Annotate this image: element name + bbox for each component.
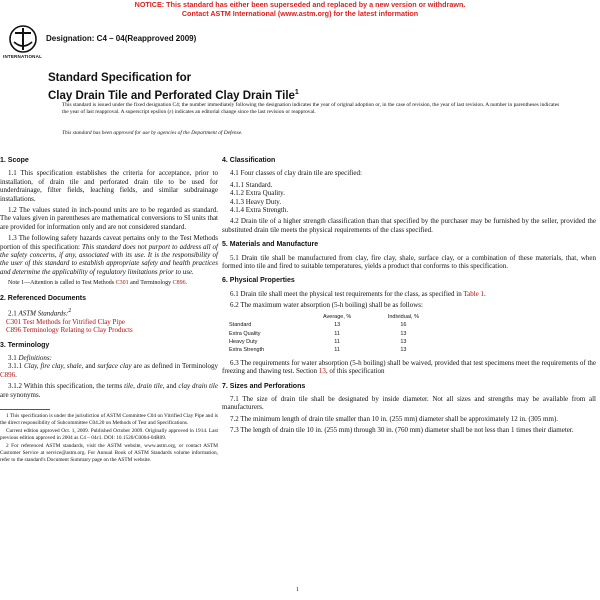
designation: Designation: C4 – 04(Reapproved 2009) bbox=[46, 34, 197, 43]
link-section-13[interactable]: 13 bbox=[318, 367, 326, 376]
t2: tile, drain tile, bbox=[124, 382, 165, 391]
para-6-3 bbox=[222, 359, 596, 376]
section-heading-sizes: 7. Sizes and Perforations bbox=[222, 382, 306, 390]
table-header bbox=[228, 313, 306, 321]
para-2-1-label: ASTM Standards: bbox=[18, 309, 69, 318]
para-2-1-num: 2.1 bbox=[8, 309, 19, 318]
astm-logo bbox=[3, 24, 43, 62]
para-6-3-text: 6.3 The requirements for water absorption (5-h boiling) shall be waived, provided that test specimens meet the requirements of the freezing and thawing test. Section bbox=[222, 358, 596, 376]
table-header: Individual, % bbox=[387, 313, 419, 320]
note-1-text-2: and Terminology bbox=[128, 280, 173, 287]
reference-code[interactable]: C896 bbox=[6, 326, 22, 335]
table-row bbox=[228, 338, 438, 346]
para-1-1: 1.1 This specification establishes the criteria for acceptance, prior to installation, of drain tile and perforated drain tile to be used for underdrainage, filter fields, leaching fields, and similar subdrainage installations. bbox=[0, 169, 218, 203]
para-4-1-3: 4.1.3 Heavy Duty. bbox=[230, 197, 282, 206]
table-header: Average, % bbox=[322, 313, 352, 320]
table-cell: 11 bbox=[334, 330, 340, 337]
section-heading-referenced-documents: 2. Referenced Documents bbox=[0, 294, 86, 302]
t4: clay drain tile bbox=[178, 382, 218, 391]
left-column bbox=[0, 150, 218, 465]
para-3-1-num: 3.1 bbox=[8, 354, 19, 363]
para-7-3: 7.3 The length of drain tile 10 in. (255 mm) through 30 in. (760 mm) diameter shall be not less than 1 times their diameter. bbox=[230, 426, 574, 435]
note-1 bbox=[0, 280, 218, 287]
para-1-3-text: 1.3 The following safety hazards caveat pertains only to the Test Methods portion of this specification: bbox=[0, 234, 218, 251]
para-6-2: 6.2 The maximum water absorption (5-h boiling) shall be as follows: bbox=[230, 301, 423, 310]
para-1-3 bbox=[0, 234, 218, 276]
para-1-2: 1.2 The values stated in inch-pound units are to be regarded as standard. The values given in parentheses are mathematical conversions to SI units that are provided for information only and are not considered standard. bbox=[0, 206, 218, 231]
title-line-2: Clay Drain Tile and Perforated Clay Drain Tile bbox=[48, 89, 295, 102]
para-7-1: 7.1 The size of drain tile shall be designated by inside diameter. Not all sizes and strengths may be available from all manufacturers. bbox=[222, 394, 596, 412]
footnote-1-edition: Current edition approved Oct. 1, 2009. Published October 2009. Originally approved in 1914. Last previous edition approved in 2004 as C4 – 04ε1. DOI: 10.1520/C0004-04R09. bbox=[0, 428, 218, 441]
table-header-row bbox=[228, 313, 438, 321]
table-cell: Standard bbox=[229, 322, 252, 329]
para-6-3-end: , of this specification bbox=[325, 367, 385, 376]
note-1-end: . bbox=[185, 280, 188, 287]
para-7-2: 7.2 The minimum length of drain tile smaller than 10 in. (255 mm) diameter shall be approximately 12 in. (305 mm). bbox=[230, 414, 559, 423]
table-cell: 16 bbox=[400, 322, 407, 329]
para-3-1-1 bbox=[0, 362, 218, 379]
table-cell: 13 bbox=[334, 322, 341, 329]
para-4-2: 4.2 Drain tile of a higher strength classification than that specified by the purchaser may be furnished by the seller, provided the substituted drain tile meets the physical requirements of the class specified. bbox=[222, 217, 596, 234]
section-heading-scope: 1. Scope bbox=[0, 157, 29, 164]
reference-c896[interactable] bbox=[0, 326, 218, 334]
table-cell: 13 bbox=[400, 338, 407, 345]
para-3-1-2 bbox=[0, 382, 218, 399]
notice-line-1: NOTICE: This standard has either been superseded and replaced by a new version or withdrawn. bbox=[134, 0, 466, 9]
document-title bbox=[48, 72, 568, 103]
t5: are synonyms. bbox=[0, 390, 41, 399]
para-1-3-caveat: This standard does not purport to address all of the safety concerns, if any, associated with its use. It is the responsibility of the user of this standard to establish appropriate safety and health practices and determine the applicability of regulatory limitations prior to use. bbox=[0, 242, 218, 276]
para-3-1 bbox=[0, 354, 218, 362]
title-footnote-mark: 1 bbox=[294, 88, 299, 96]
section-heading-physical-properties: 6. Physical Properties bbox=[222, 277, 295, 285]
footnote-divider bbox=[0, 409, 50, 410]
para-6-1-end: . bbox=[484, 289, 486, 298]
water-absorption-table bbox=[228, 313, 438, 355]
link-table-1[interactable]: Table 1 bbox=[463, 289, 485, 298]
table-row bbox=[228, 321, 438, 329]
issue-statement: This standard is issued under the fixed designation C4; the number immediately following the designation indicates the year of original adoption or, in the case of revision, the year of last revision. A number in parentheses indicates the year of last reapproval. A superscript epsilon (ε) indicates an editorial change since the last revision or reapproval. bbox=[62, 102, 560, 116]
t3: and bbox=[83, 362, 98, 371]
link-c896[interactable]: C896 bbox=[0, 370, 16, 379]
reference-code[interactable]: C301 bbox=[6, 317, 22, 326]
para-2-1 bbox=[0, 307, 218, 318]
table-cell: 11 bbox=[334, 347, 340, 354]
dod-approval: This standard has been approved for use by agencies of the Department of Defense. bbox=[62, 130, 243, 136]
t1: 3.1.1 bbox=[8, 362, 24, 371]
footnote-1: 1 This specification is under the jurisdiction of ASTM Committee C04 on Vitrified Clay Pipe and is the direct responsibility of Subcommittee C04.20 on Methods of Test and Specifications. bbox=[0, 413, 218, 426]
t5: are as defined in Terminology bbox=[131, 362, 219, 371]
reference-title[interactable]: Test Methods for Vitrified Clay Pipe bbox=[22, 317, 125, 326]
para-4-1-2: 4.1.2 Extra Quality. bbox=[230, 189, 285, 198]
page-number: 1 bbox=[296, 587, 299, 593]
section-heading-terminology: 3. Terminology bbox=[0, 341, 50, 349]
right-column bbox=[222, 150, 596, 438]
para-5-1: 5.1 Drain tile shall be manufactured from clay, fire clay, shale, surface clay, or a combination of these materials, that, when formed into tile and fired to suitable temperatures, yields a product that conforms to this specification. bbox=[222, 253, 596, 271]
reference-c301[interactable] bbox=[0, 318, 218, 326]
section-heading-classification: 4. Classification bbox=[222, 157, 276, 164]
t4: surface clay bbox=[97, 362, 132, 371]
link-c301[interactable]: C301 bbox=[115, 280, 129, 287]
para-3-1-label: Definitions: bbox=[18, 354, 52, 363]
note-1-text: Note 1—Attention is called to Test Methods bbox=[8, 280, 116, 287]
para-6-1 bbox=[222, 290, 596, 298]
footnote-mark-2: 2 bbox=[68, 308, 72, 315]
table-row bbox=[228, 330, 438, 338]
section-heading-materials: 5. Materials and Manufacture bbox=[222, 241, 319, 249]
para-4-1-4: 4.1.4 Extra Strength. bbox=[230, 206, 289, 215]
para-6-1-text: 6.1 Drain tile shall meet the physical test requirements for the class, as specified in bbox=[230, 289, 464, 298]
t3: and bbox=[164, 382, 179, 391]
reference-title[interactable]: Terminology Relating to Clay Products bbox=[22, 326, 133, 335]
table-cell: 13 bbox=[400, 330, 407, 337]
table-cell: 13 bbox=[400, 347, 407, 354]
t1: 3.1.2 Within this specification, the terms bbox=[8, 382, 125, 391]
table-cell: Extra Quality bbox=[229, 330, 261, 337]
para-4-1: 4.1 Four classes of clay drain tile are specified: bbox=[230, 169, 362, 178]
logo-text: INTERNATIONAL bbox=[3, 54, 43, 59]
notice-line-2: Contact ASTM International (www.astm.org) for the latest information bbox=[181, 9, 419, 18]
table-cell: Heavy Duty bbox=[229, 338, 258, 345]
para-4-1-1: 4.1.1 Standard. bbox=[230, 180, 273, 189]
withdrawal-notice bbox=[0, 0, 600, 18]
table-cell: 11 bbox=[334, 338, 340, 345]
table-row bbox=[228, 346, 438, 354]
table-cell: Extra Strength bbox=[229, 347, 265, 354]
t6: . bbox=[15, 370, 17, 379]
footnote-2: 2 For referenced ASTM standards, visit the ASTM website, www.astm.org, or contact ASTM Customer Service at service@astm.org. For Annual Book of ASTM Standards volume information, refer to the standard's Document Summary page on the ASTM website. bbox=[0, 443, 218, 463]
link-c896[interactable]: C896 bbox=[172, 280, 186, 287]
t2: Clay, fire clay, shale, bbox=[23, 362, 84, 371]
title-line-1: Standard Specification for bbox=[48, 72, 192, 84]
